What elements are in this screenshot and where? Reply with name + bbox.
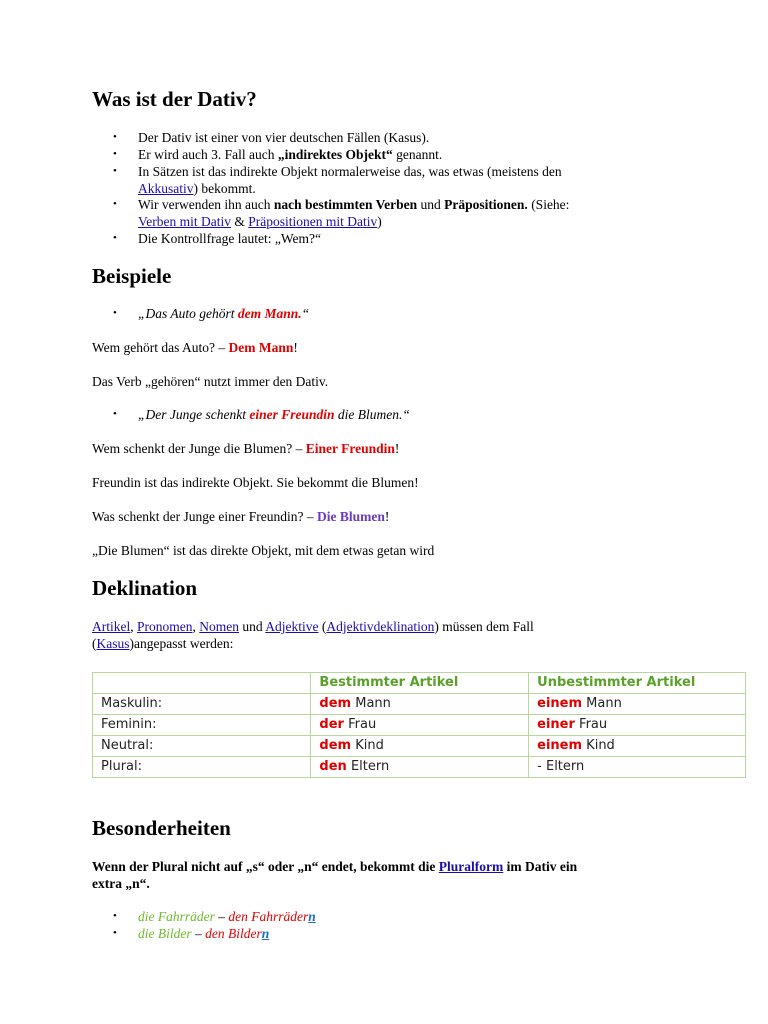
table-header-cell: Bestimmter Artikel xyxy=(311,673,529,694)
table-cell-indefinite: einem Kind xyxy=(529,736,746,757)
note-1: Das Verb „gehören“ nutzt immer den Dativ. xyxy=(92,374,329,389)
list-item-dativ-4: Wir verwenden ihn auch nach bestimmten Verben und Präpositionen. (Siehe: xyxy=(138,197,570,212)
link-kasus[interactable]: Kasus xyxy=(96,636,130,651)
list-item-dativ-4-cont: Verben mit Dativ & Präpositionen mit Dativ) xyxy=(138,214,382,229)
table-header-cell xyxy=(93,673,311,694)
table-header-cell: Unbestimmter Artikel xyxy=(529,673,746,694)
table-row xyxy=(93,736,746,757)
link-akkusativ[interactable]: Akkusativ xyxy=(138,181,194,196)
link-adjektive[interactable]: Adjektive xyxy=(265,619,319,634)
table-row-label: Neutral: xyxy=(93,736,311,757)
heading-beispiele: Beispiele xyxy=(92,264,172,288)
table-cell-definite: der Frau xyxy=(311,715,529,736)
bullet: • xyxy=(113,148,117,160)
bullet: • xyxy=(113,307,117,319)
link-verben-mit-dativ[interactable]: Verben mit Dativ xyxy=(138,214,231,229)
table-row-label: Maskulin: xyxy=(93,694,311,715)
list-item-dativ-2: Er wird auch 3. Fall auch „indirektes Objekt“ genannt. xyxy=(138,147,443,162)
bullet: • xyxy=(113,131,117,143)
bullet: • xyxy=(113,232,117,244)
plural-example-1: die Fahrräder – den Fahrrädern xyxy=(138,909,316,924)
table-cell-indefinite: - Eltern xyxy=(529,757,746,778)
note-3: „Die Blumen“ ist das direkte Objekt, mit dem etwas getan wird xyxy=(92,543,435,558)
declension-table xyxy=(92,672,746,778)
heading-dativ: Was ist der Dativ? xyxy=(92,87,257,111)
table-cell-definite: dem Kind xyxy=(311,736,529,757)
heading-deklination: Deklination xyxy=(92,576,198,600)
table-row-label: Plural: xyxy=(93,757,311,778)
example-sentence-2: „Der Junge schenkt einer Freundin die Blumen.“ xyxy=(138,407,410,422)
list-item-dativ-3-cont: Akkusativ) bekommt. xyxy=(138,181,256,196)
table-cell-indefinite: einem Mann xyxy=(529,694,746,715)
table-cell-definite: den Eltern xyxy=(311,757,529,778)
table-cell-indefinite: einer Frau xyxy=(529,715,746,736)
link-praepositionen-mit-dativ[interactable]: Präpositionen mit Dativ xyxy=(248,214,378,229)
list-item-dativ-1: Der Dativ ist einer von vier deutschen Fällen (Kasus). xyxy=(138,130,430,145)
question-2: Wem schenkt der Junge die Blumen? – Einer Freundin! xyxy=(92,441,400,456)
rule-line1: Wenn der Plural nicht auf „s“ oder „n“ endet, bekommt die Pluralform im Dativ ein xyxy=(92,859,578,874)
table-header-row xyxy=(93,673,746,694)
deklination-intro-line1: Artikel, Pronomen, Nomen und Adjektive (Adjektivdeklination) müssen dem Fall xyxy=(92,619,534,634)
link-pluralform[interactable]: Pluralform xyxy=(438,859,504,874)
table-cell-definite: dem Mann xyxy=(311,694,529,715)
bullet: • xyxy=(113,165,117,177)
rule-line2: extra „n“. xyxy=(92,876,150,891)
list-item-dativ-3: In Sätzen ist das indirekte Objekt normalerweise das, was etwas (meistens den xyxy=(138,164,562,179)
link-adjektivdeklination[interactable]: Adjektivdeklination xyxy=(326,619,435,634)
bullet: • xyxy=(113,910,117,922)
table-row xyxy=(93,757,746,778)
link-artikel[interactable]: Artikel xyxy=(92,619,131,634)
bullet: • xyxy=(113,408,117,420)
table-row xyxy=(93,715,746,736)
link-nomen[interactable]: Nomen xyxy=(199,619,239,634)
bullet: • xyxy=(113,198,117,210)
heading-besonderheiten: Besonderheiten xyxy=(92,816,231,840)
bullet: • xyxy=(113,927,117,939)
note-2: Freundin ist das indirekte Objekt. Sie bekommt die Blumen! xyxy=(92,475,419,490)
table-row xyxy=(93,694,746,715)
question-1: Wem gehört das Auto? – Dem Mann! xyxy=(92,340,298,355)
plural-example-2: die Bilder – den Bildern xyxy=(138,926,270,941)
link-pronomen[interactable]: Pronomen xyxy=(137,619,193,634)
deklination-intro-line2: (Kasus)angepasst werden: xyxy=(92,636,234,651)
list-item-dativ-5: Die Kontrollfrage lautet: „Wem?“ xyxy=(138,231,321,246)
table-row-label: Feminin: xyxy=(93,715,311,736)
question-3: Was schenkt der Junge einer Freundin? – Die Blumen! xyxy=(92,509,390,524)
example-sentence-1: „Das Auto gehört dem Mann.“ xyxy=(138,306,310,321)
